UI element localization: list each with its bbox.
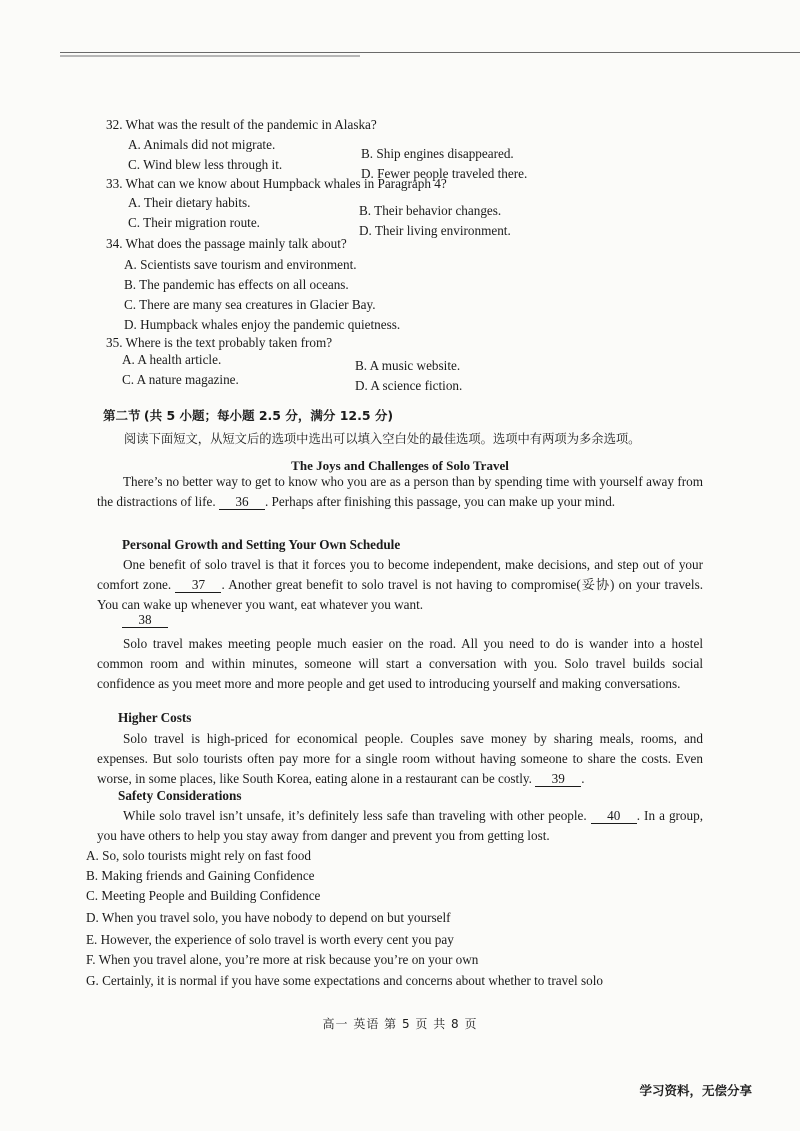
- passage-title: The Joys and Challenges of Solo Travel: [291, 458, 509, 473]
- question-32-option-d: D. Fewer people traveled there.: [361, 166, 528, 181]
- subheading-personal-growth: Personal Growth and Setting Your Own Schedule: [122, 537, 401, 552]
- passage-paragraph-2: [97, 555, 703, 615]
- paragraph-4-text-a: Solo travel is high-priced for economical people. Couples save money by sharing meals, rooms, and expenses. But solo tourists often pay more for a single room without having someone to share the costs. Even worse, in some places, like South Korea, eating alone in a restaurant can be costly.: [97, 731, 703, 786]
- passage-paragraph-3: [97, 634, 703, 694]
- top-rule: [60, 52, 800, 53]
- paragraph-2-text-b: . Another great benefit to solo travel is not having to compromise(妥协) on your travels. You can wake up whenever you want, eat whatever you want.: [97, 577, 704, 612]
- passage-paragraph-5: [97, 806, 703, 846]
- page-footer: 高一 英语 第 5 页 共 8 页: [322, 1017, 478, 1031]
- question-32-option-c: C. Wind blew less through it.: [128, 157, 283, 172]
- question-33-option-d: D. Their living environment.: [359, 223, 511, 238]
- section-title: 第二节: [103, 408, 141, 423]
- paragraph-1-text-b: . Perhaps after finishing this passage, you can make up your mind.: [264, 494, 616, 509]
- question-35-option-a: A. A health article.: [122, 352, 222, 367]
- choice-c: C. Meeting People and Building Confidence: [86, 888, 321, 903]
- question-34-option-c: C. There are many sea creatures in Glacier Bay.: [124, 297, 376, 312]
- passage-paragraph-1: [97, 472, 703, 512]
- blank-39: 39: [535, 772, 581, 787]
- paragraph-1-text-a: There’s no better way to get to know who you are as a person than by spending time with yourself away from the distractions of life.: [97, 474, 703, 509]
- subheading-safety: Safety Considerations: [118, 788, 242, 803]
- blank-38: 38: [122, 613, 168, 628]
- question-35-option-c: C. A nature magazine.: [122, 372, 239, 387]
- section-heading: [103, 408, 393, 425]
- paragraph-2-text-a: One benefit of solo travel is that it forces you to become independent, make decisions, and step out of your comfort zone.: [97, 557, 703, 592]
- blank-40: 40: [591, 809, 637, 824]
- question-35-option-b: B. A music website.: [355, 358, 461, 373]
- top-rule-shadow: [60, 55, 360, 57]
- blank-36: 36: [219, 495, 265, 510]
- question-33-stem: 33. What can we know about Humpback whales in Paragraph 4?: [106, 176, 447, 191]
- subheading-higher-costs: Higher Costs: [118, 710, 192, 725]
- paragraph-5-text-a: While solo travel isn’t unsafe, it’s definitely less safe than traveling with other people.: [123, 808, 587, 823]
- question-34-option-d: D. Humpback whales enjoy the pandemic quietness.: [124, 317, 401, 332]
- question-32-option-b: B. Ship engines disappeared.: [361, 146, 514, 161]
- question-35-stem: 35. Where is the text probably taken from?: [106, 335, 333, 350]
- question-34-option-b: B. The pandemic has effects on all oceans.: [124, 277, 349, 292]
- passage-paragraph-4: [97, 729, 703, 789]
- section-instruction: 阅读下面短文，从短文后的选项中选出可以填入空白处的最佳选项。选项中有两项为多余选项。: [124, 432, 641, 446]
- question-33-option-a: A. Their dietary habits.: [128, 195, 251, 210]
- section-score: (共 5 小题；每小题 2.5 分，满分 12.5 分): [143, 408, 394, 423]
- question-34-option-a: A. Scientists save tourism and environment.: [124, 257, 357, 272]
- choice-e: E. However, the experience of solo travel is worth every cent you pay: [86, 932, 454, 947]
- paragraph-5-text-b: . In a group, you have others to help you stay away from danger and prevent you from getting lost.: [97, 808, 704, 843]
- choice-d: D. When you travel solo, you have nobody to depend on but yourself: [86, 910, 451, 925]
- question-32-stem: 32. What was the result of the pandemic in Alaska?: [106, 117, 377, 132]
- question-35-option-d: D. A science fiction.: [355, 378, 463, 393]
- paragraph-4-text-b: .: [581, 771, 585, 786]
- blank-38-line: [122, 612, 168, 629]
- question-33-option-b: B. Their behavior changes.: [359, 203, 502, 218]
- question-34-stem: 34. What does the passage mainly talk about?: [106, 236, 347, 251]
- choice-f: F. When you travel alone, you’re more at risk because you’re on your own: [86, 952, 479, 967]
- choice-b: B. Making friends and Gaining Confidence: [86, 868, 315, 883]
- choice-g: G. Certainly, it is normal if you have some expectations and concerns about whether to travel solo: [86, 973, 603, 988]
- share-note: 学习资料，无偿分享: [639, 1083, 752, 1098]
- choice-a: A. So, solo tourists might rely on fast food: [86, 848, 311, 863]
- paragraph-3-text: Solo travel makes meeting people much easier on the road. All you need to do is wander into a hostel common room and within minutes, someone will start a conversation with you. Solo travel builds social confidence as you meet more and more people and get used to introducing yourself and making conversations.: [97, 636, 703, 691]
- question-32-option-a: A. Animals did not migrate.: [128, 137, 276, 152]
- question-33-option-c: C. Their migration route.: [128, 215, 260, 230]
- blank-37: 37: [175, 578, 221, 593]
